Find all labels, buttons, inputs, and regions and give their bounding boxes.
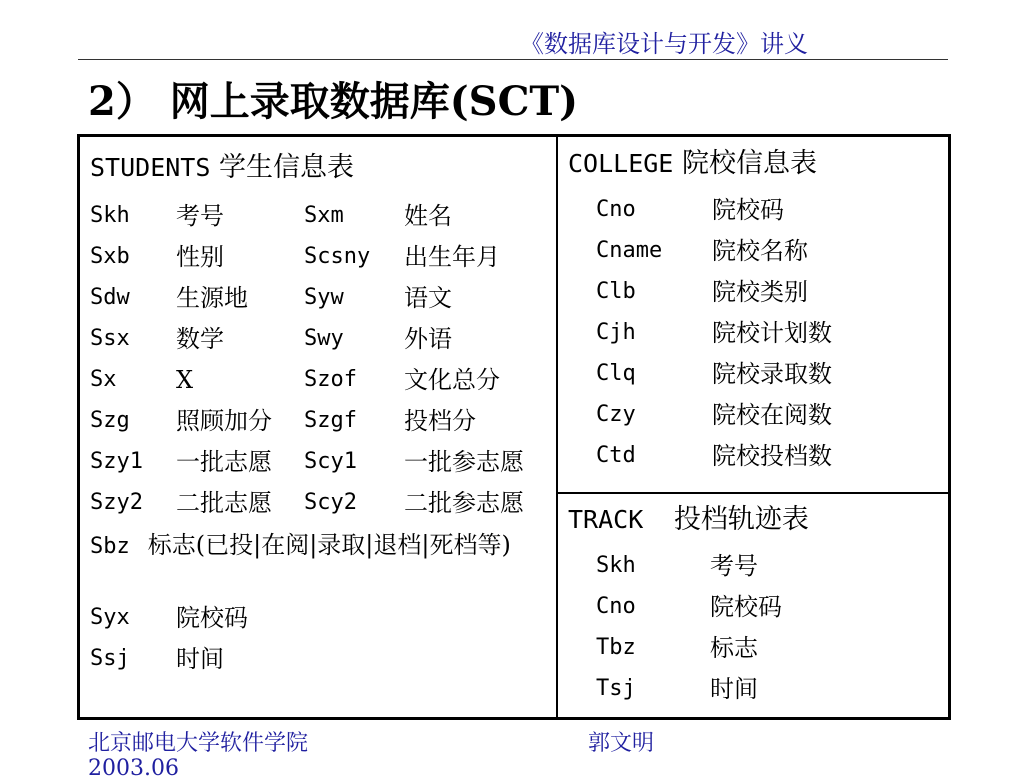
field-desc: 语文 xyxy=(404,284,452,312)
footer-date: 2003.06 xyxy=(88,756,179,781)
field-desc: 一批参志愿 xyxy=(404,448,524,476)
field-code: Ctd xyxy=(596,443,636,468)
field-desc: 院校在阅数 xyxy=(712,401,832,429)
field-desc: 院校码 xyxy=(176,604,248,632)
field-desc: 院校名称 xyxy=(712,237,808,265)
field-code: Clb xyxy=(596,279,636,304)
college-block-title xyxy=(568,147,817,181)
field-desc: 标志(已投|在阅|录取|退档|死档等) xyxy=(147,531,511,559)
field-code: Szgf xyxy=(304,408,357,433)
field-code: Szof xyxy=(304,367,357,392)
field-code: Sbz xyxy=(90,534,130,559)
field-desc: 院校码 xyxy=(710,593,782,621)
field-desc: 标志 xyxy=(710,634,758,662)
students-table-code: STUDENTS xyxy=(90,153,211,182)
students-table-name: 学生信息表 xyxy=(219,152,355,183)
field-desc: 一批志愿 xyxy=(176,448,272,476)
right-column-divider xyxy=(557,492,948,494)
field-desc: 院校投档数 xyxy=(712,442,832,470)
field-code: Czy xyxy=(596,402,636,427)
field-code: Scsny xyxy=(304,244,371,269)
field-code: Syw xyxy=(304,285,344,310)
field-desc: 二批志愿 xyxy=(176,489,272,517)
field-desc: X xyxy=(176,366,194,394)
field-desc: 院校类别 xyxy=(712,278,808,306)
field-code: Cname xyxy=(596,238,663,263)
field-desc: 院校计划数 xyxy=(712,319,832,347)
field-desc: 性别 xyxy=(176,243,224,271)
lecture-header-title: 《数据库设计与开发》讲义 xyxy=(520,30,808,58)
field-code: Skh xyxy=(596,553,636,578)
field-desc: 出生年月 xyxy=(404,243,500,271)
field-code: Ssx xyxy=(90,326,130,351)
field-code: Scy2 xyxy=(304,490,357,515)
field-desc: 照顾加分 xyxy=(176,407,272,435)
field-desc: 二批参志愿 xyxy=(404,489,524,517)
field-desc: 文化总分 xyxy=(404,366,500,394)
field-desc: 院校码 xyxy=(712,196,784,224)
header-divider xyxy=(78,59,948,60)
field-code: Scy1 xyxy=(304,449,357,474)
field-desc: 考号 xyxy=(710,552,758,580)
footer-school: 北京邮电大学软件学院 xyxy=(88,731,309,756)
field-desc: 投档分 xyxy=(404,407,476,435)
students-block-title xyxy=(90,151,354,185)
track-table-code: TRACK xyxy=(568,505,644,534)
field-desc: 生源地 xyxy=(176,284,248,312)
field-code: Szy2 xyxy=(90,490,143,515)
field-code: Szg xyxy=(90,408,130,433)
college-table-code: COLLEGE xyxy=(568,149,674,178)
track-table-name: 投档轨迹表 xyxy=(673,504,809,535)
schema-table xyxy=(77,134,951,720)
field-code: Sx xyxy=(90,367,117,392)
field-desc: 外语 xyxy=(404,325,452,353)
college-table-name: 院校信息表 xyxy=(681,148,817,179)
field-desc: 院校录取数 xyxy=(712,360,832,388)
students-sbz-row xyxy=(90,529,548,563)
field-code: Cno xyxy=(596,197,636,222)
footer-author: 郭文明 xyxy=(588,731,655,756)
field-code: Skh xyxy=(90,203,130,228)
field-code: Tbz xyxy=(596,635,636,660)
field-code: Sxb xyxy=(90,244,130,269)
field-desc: 数学 xyxy=(176,325,224,353)
field-desc: 时间 xyxy=(176,645,224,673)
field-code: Szy1 xyxy=(90,449,143,474)
column-divider xyxy=(556,137,558,717)
field-desc: 姓名 xyxy=(404,202,452,230)
field-code: Sxm xyxy=(304,203,344,228)
field-code: Ssj xyxy=(90,646,130,671)
field-desc: 时间 xyxy=(710,675,758,703)
field-desc: 考号 xyxy=(176,202,224,230)
field-code: Swy xyxy=(304,326,344,351)
track-block-title xyxy=(568,503,809,537)
field-code: Tsj xyxy=(596,676,636,701)
field-code: Syx xyxy=(90,605,130,630)
field-code: Sdw xyxy=(90,285,130,310)
slide-title: 2） 网上录取数据库(SCT) xyxy=(88,78,579,125)
field-code: Cno xyxy=(596,594,636,619)
field-code: Cjh xyxy=(596,320,636,345)
field-code: Clq xyxy=(596,361,636,386)
